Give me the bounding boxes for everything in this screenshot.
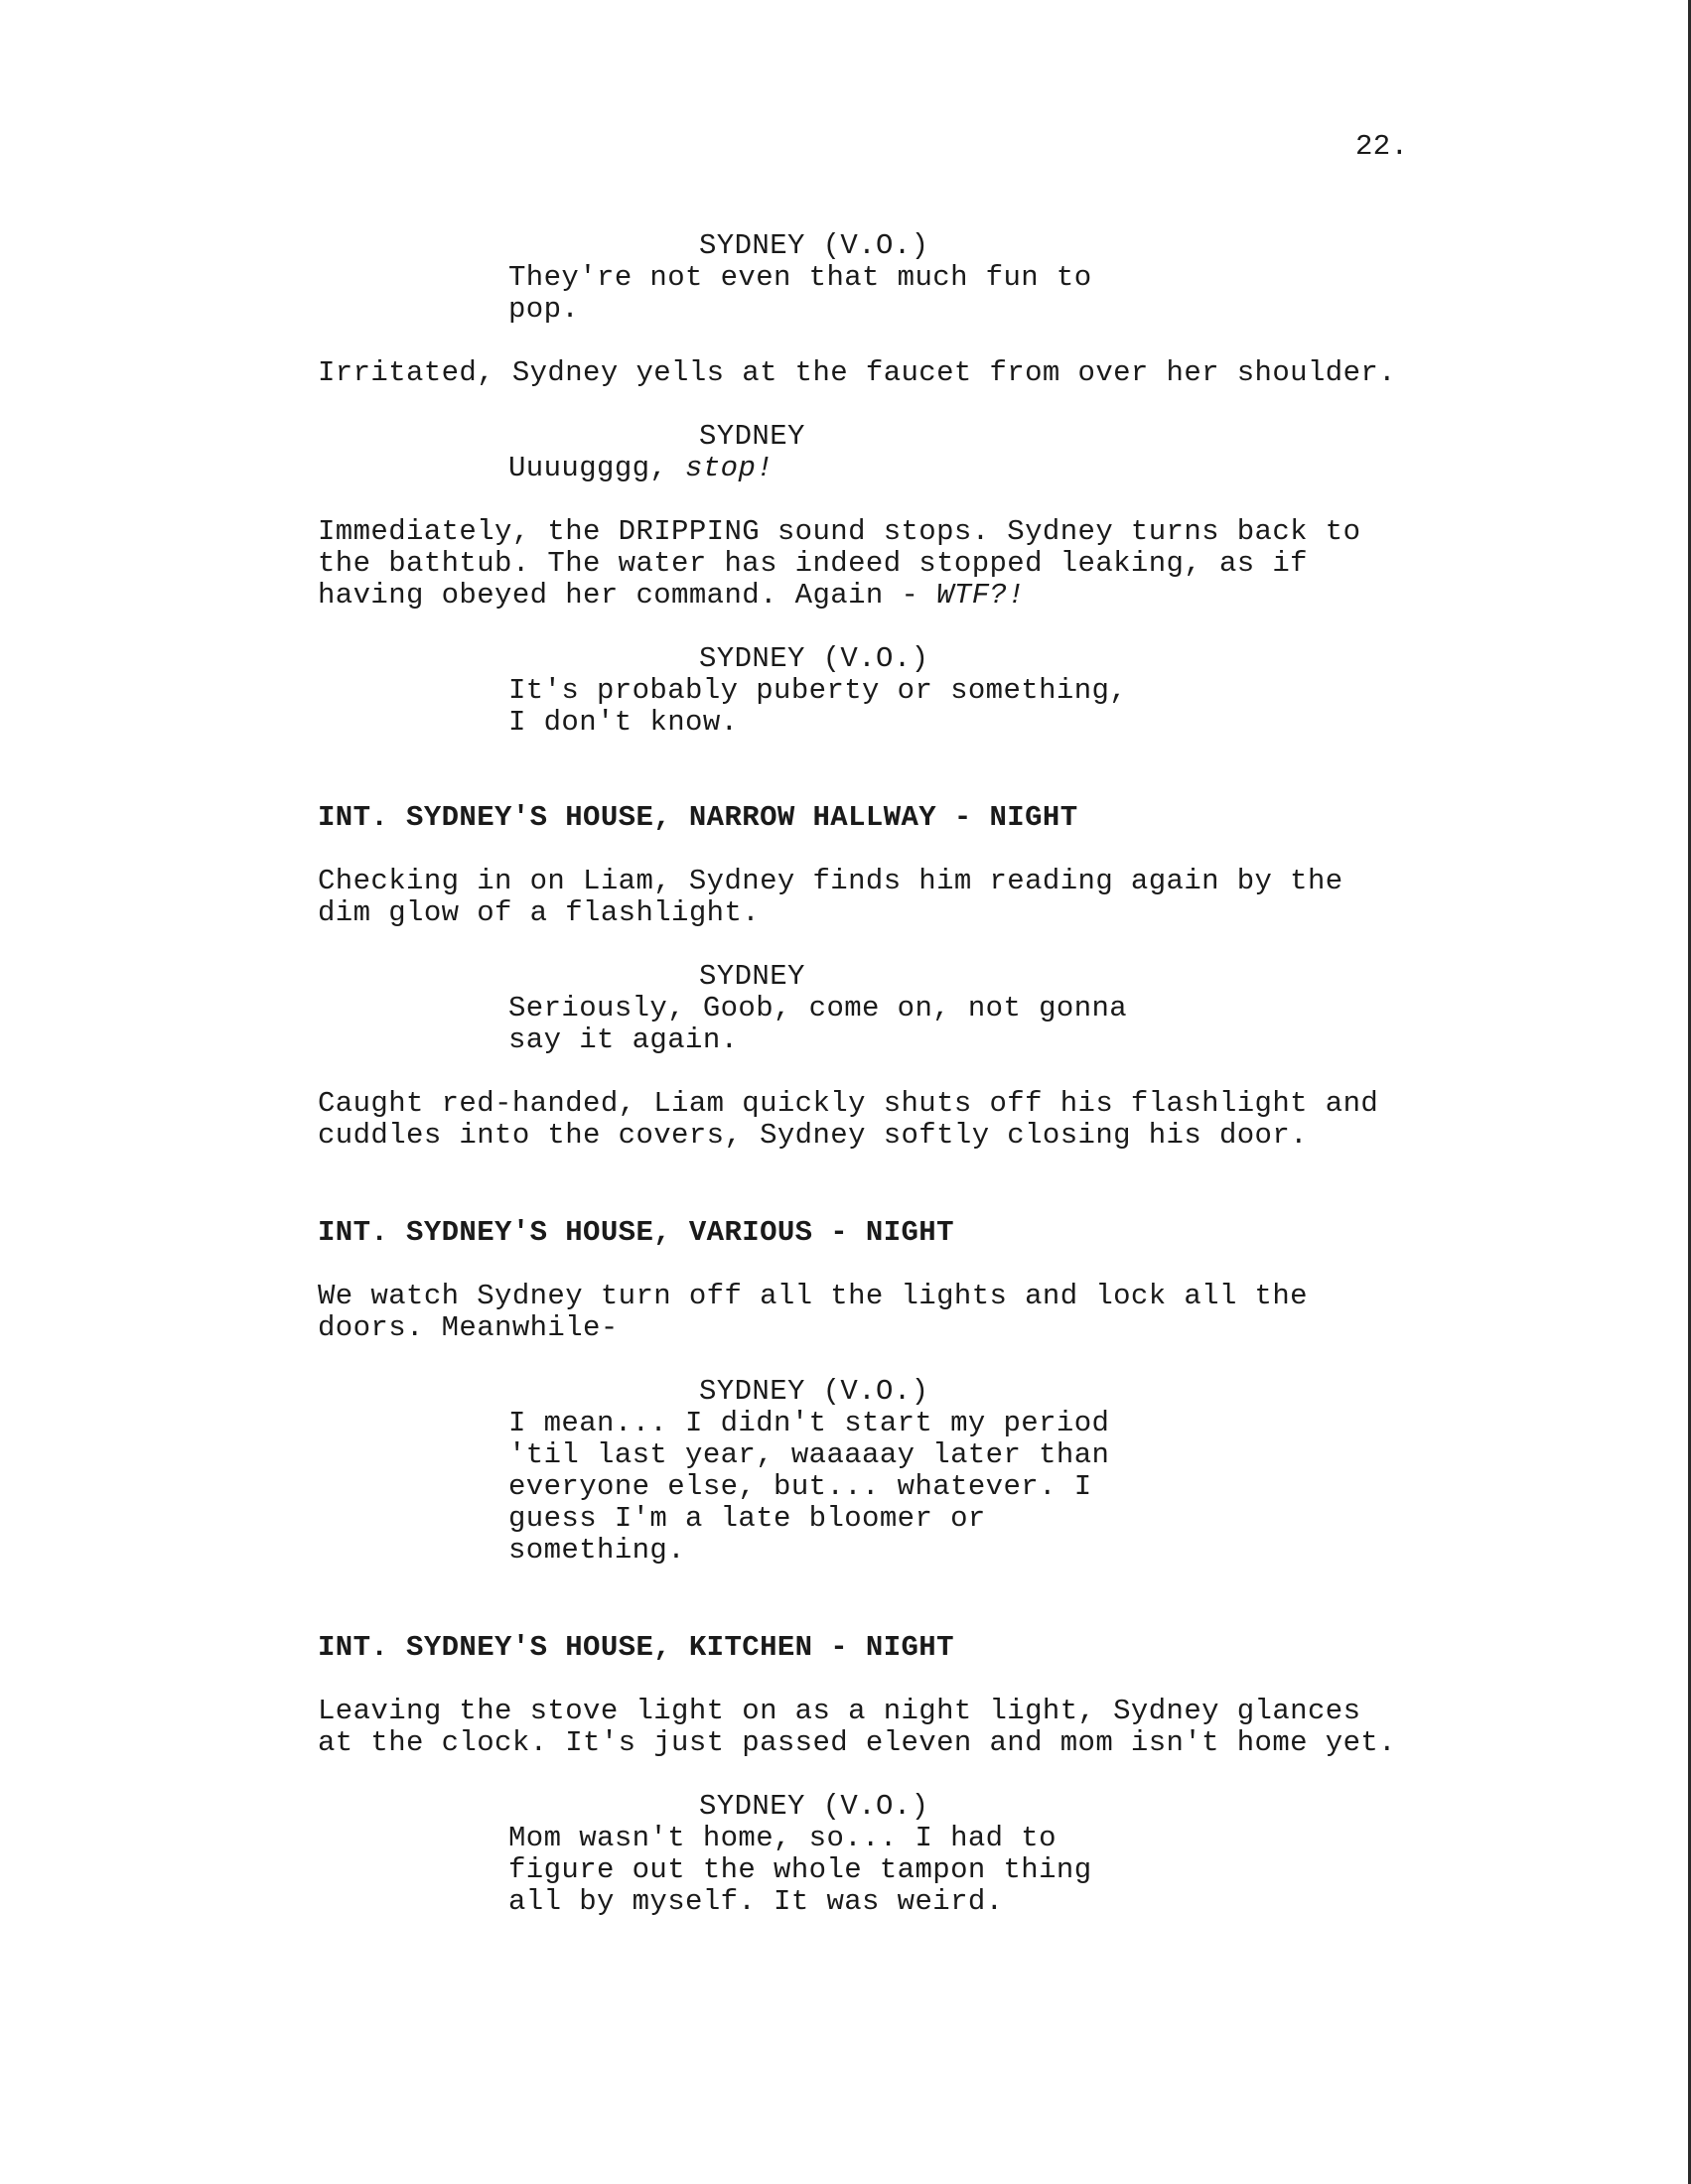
dialogue-text: Uuuugggg,	[508, 452, 686, 484]
action-line: Immediately, the DRIPPING sound stops. Sydney turns back to	[318, 515, 1361, 548]
action-line: Checking in on Liam, Sydney finds him reading again by the	[318, 865, 1343, 897]
action-line: at the clock. It's just passed eleven and mom isn't home yet.	[318, 1726, 1396, 1759]
dialogue-line: It's probably puberty or something,	[508, 674, 1128, 707]
character-cue: SYDNEY (V.O.)	[699, 1790, 929, 1823]
action-line: doors. Meanwhile-	[318, 1311, 619, 1344]
character-cue: SYDNEY (V.O.)	[699, 229, 929, 262]
dialogue-emphasis: stop!	[685, 452, 775, 484]
action-emphasis: WTF?!	[936, 579, 1026, 612]
action-line: We watch Sydney turn off all the lights and lock all the	[318, 1280, 1308, 1312]
action-line: cuddles into the covers, Sydney softly closing his door.	[318, 1119, 1308, 1152]
dialogue-line: Mom wasn't home, so... I had to	[508, 1822, 1057, 1854]
dialogue-line: something.	[508, 1534, 686, 1567]
dialogue-line: pop.	[508, 293, 580, 326]
dialogue-line: 'til last year, waaaaay later than	[508, 1438, 1110, 1471]
character-cue: SYDNEY	[699, 420, 805, 453]
dialogue-line: all by myself. It was weird.	[508, 1885, 1004, 1918]
dialogue-line: say it again.	[508, 1024, 739, 1056]
dialogue-line: I don't know.	[508, 706, 739, 739]
dialogue-line: They're not even that much fun to	[508, 261, 1092, 294]
dialogue-line: everyone else, but... whatever. I	[508, 1470, 1092, 1503]
scene-heading: INT. SYDNEY'S HOUSE, KITCHEN - NIGHT	[318, 1631, 954, 1664]
action-line: Caught red-handed, Liam quickly shuts off his flashlight and	[318, 1087, 1379, 1120]
action-line	[318, 580, 1025, 612]
scene-heading: INT. SYDNEY'S HOUSE, VARIOUS - NIGHT	[318, 1216, 954, 1249]
page-number: 22.	[1355, 130, 1409, 163]
action-line: Irritated, Sydney yells at the faucet from over her shoulder.	[318, 356, 1396, 389]
dialogue-line: figure out the whole tampon thing	[508, 1853, 1092, 1886]
character-cue: SYDNEY	[699, 960, 805, 993]
action-line: dim glow of a flashlight.	[318, 896, 761, 929]
scene-heading: INT. SYDNEY'S HOUSE, NARROW HALLWAY - NIGHT	[318, 801, 1078, 834]
dialogue-line: I mean... I didn't start my period	[508, 1407, 1110, 1439]
action-text: having obeyed her command. Again -	[318, 579, 937, 612]
action-line: the bathtub. The water has indeed stopped leaking, as if	[318, 547, 1308, 580]
character-cue: SYDNEY (V.O.)	[699, 642, 929, 675]
action-line: Leaving the stove light on as a night light, Sydney glances	[318, 1695, 1361, 1727]
character-cue: SYDNEY (V.O.)	[699, 1375, 929, 1408]
dialogue-line	[508, 453, 774, 484]
dialogue-line: Seriously, Goob, come on, not gonna	[508, 992, 1128, 1024]
dialogue-line: guess I'm a late bloomer or	[508, 1502, 986, 1535]
